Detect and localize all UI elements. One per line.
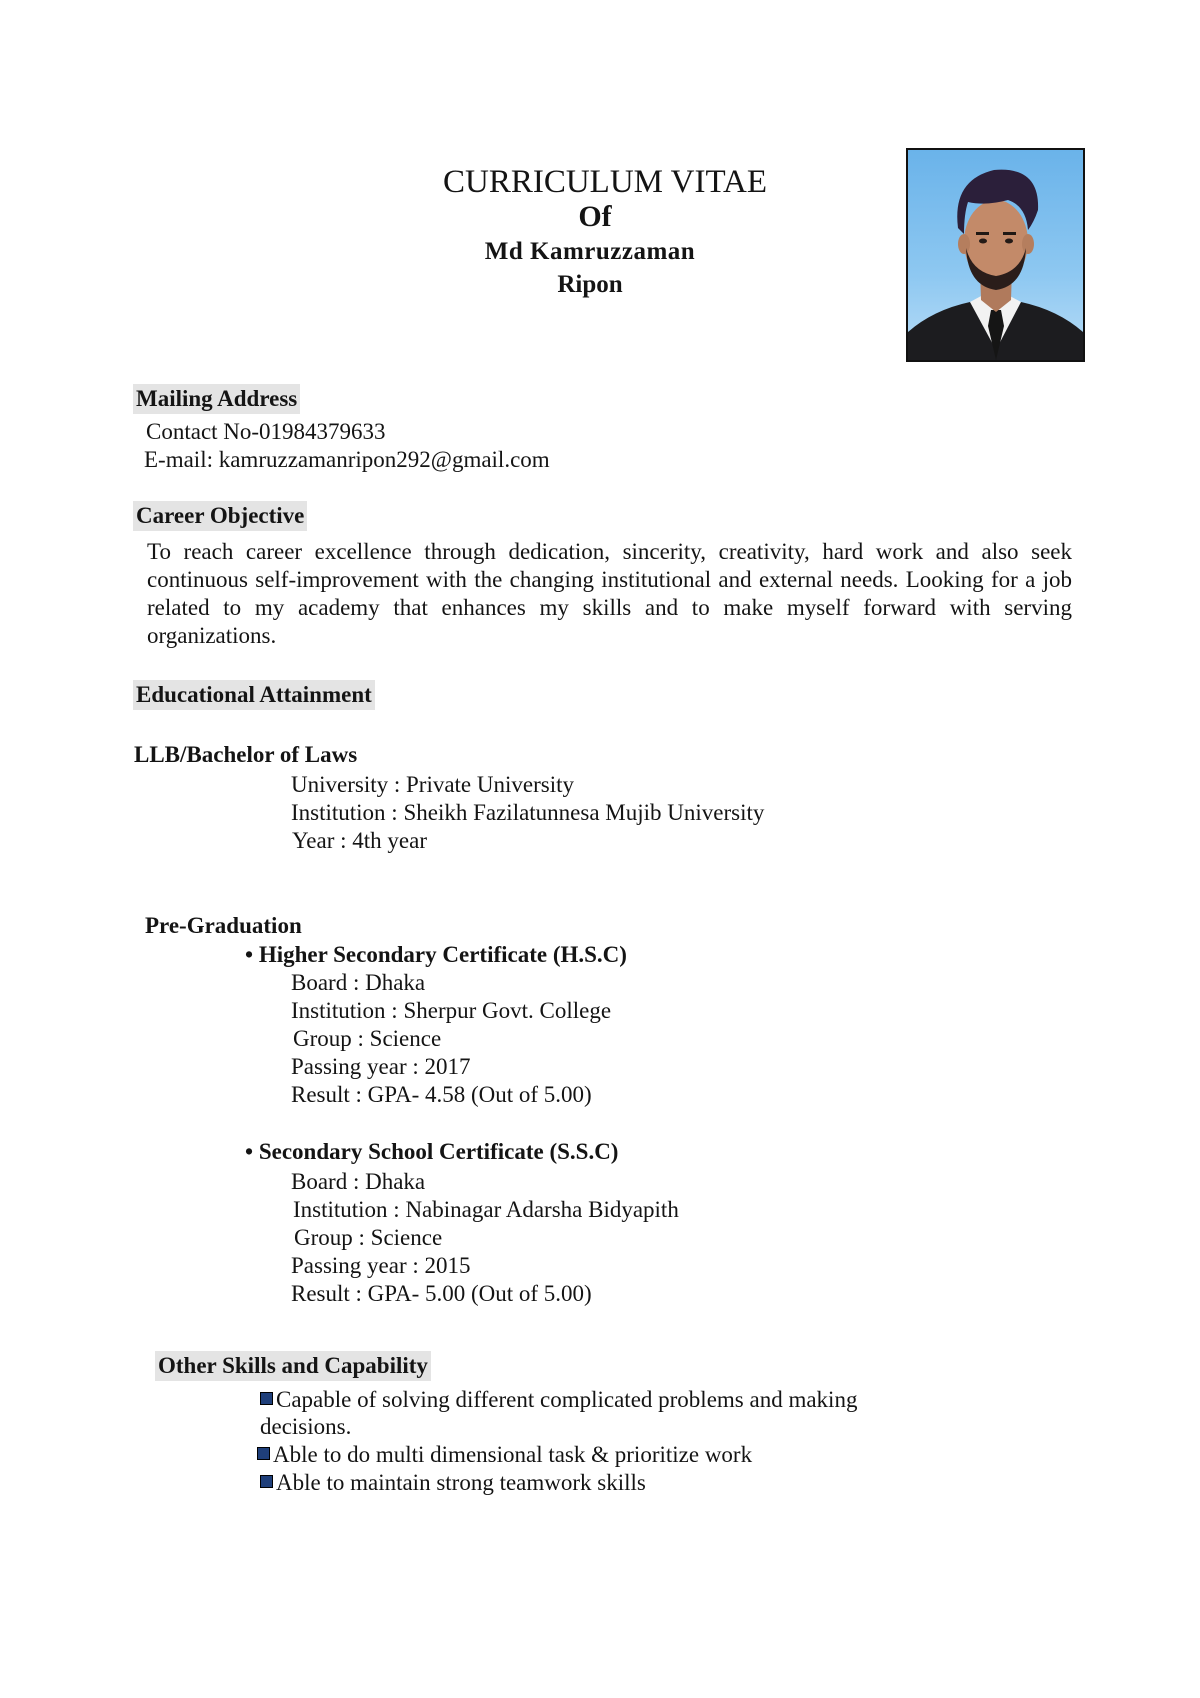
degree-institution: Institution : Sheikh Fazilatunnesa Mujib University — [291, 800, 765, 825]
hsc-board: Board : Dhaka — [291, 970, 426, 995]
ssc-result: Result : GPA- 5.00 (Out of 5.00) — [291, 1281, 592, 1306]
hsc-title — [245, 941, 627, 969]
ssc-group: Group : Science — [294, 1225, 443, 1250]
email-address: E-mail: kamruzzamanripon292@gmail.com — [144, 447, 550, 472]
ssc-institution: Institution : Nabinagar Adarsha Bidyapith — [293, 1197, 679, 1222]
hsc-title-text: Higher Secondary Certificate (H.S.C) — [258, 942, 627, 967]
square-bullet-icon — [260, 1392, 273, 1405]
ssc-title-text: Secondary School Certificate (S.S.C) — [258, 1139, 619, 1164]
degree-title: LLB/Bachelor of Laws — [134, 742, 358, 767]
skill-item-1-continued: decisions. — [260, 1414, 352, 1439]
ssc-title — [245, 1138, 618, 1166]
degree-year: Year : 4th year — [292, 828, 427, 853]
contact-number: Contact No-01984379633 — [146, 419, 386, 444]
profile-photo — [906, 148, 1085, 362]
section-heading-mailing-address: Mailing Address — [133, 384, 300, 414]
hsc-passing-year: Passing year : 2017 — [291, 1054, 471, 1079]
hsc-group: Group : Science — [293, 1026, 442, 1051]
skill-item-1-text: Capable of solving different complicated problems and making — [276, 1387, 858, 1412]
portrait-illustration — [908, 150, 1083, 360]
skill-item-1 — [260, 1386, 857, 1414]
degree-university: University : Private University — [291, 772, 574, 797]
pre-graduation-heading: Pre-Graduation — [145, 913, 302, 938]
cv-name-last: Ripon — [557, 271, 623, 298]
bullet-icon: • — [245, 942, 254, 967]
skill-item-3-text: Able to maintain strong teamwork skills — [276, 1470, 646, 1495]
section-heading-educational-attainment: Educational Attainment — [133, 680, 375, 710]
ssc-board: Board : Dhaka — [291, 1169, 426, 1194]
ssc-passing-year: Passing year : 2015 — [291, 1253, 471, 1278]
hsc-institution: Institution : Sherpur Govt. College — [291, 998, 612, 1023]
hsc-result: Result : GPA- 4.58 (Out of 5.00) — [291, 1082, 592, 1107]
bullet-icon: • — [245, 1139, 254, 1164]
career-objective-text: To reach career excellence through dedication, sincerity, creativity, hard work and also seek continuous self-improvement with the changing institutional and external needs. Looking for a job related to my academy that enhances my skills and to make myself forward with serving organizations. — [147, 539, 1072, 648]
skill-item-2-text: Able to do multi dimensional task & prioritize work — [273, 1442, 753, 1467]
cv-of: Of — [578, 200, 612, 233]
cv-name-first: Md Kamruzzaman — [484, 238, 696, 265]
square-bullet-icon — [260, 1475, 273, 1488]
section-heading-other-skills: Other Skills and Capability — [155, 1351, 431, 1381]
skill-item-2 — [257, 1441, 752, 1469]
skill-item-3 — [260, 1469, 646, 1497]
section-heading-career-objective: Career Objective — [133, 501, 307, 531]
cv-title: CURRICULUM VITAE — [442, 164, 767, 200]
square-bullet-icon — [257, 1447, 270, 1460]
